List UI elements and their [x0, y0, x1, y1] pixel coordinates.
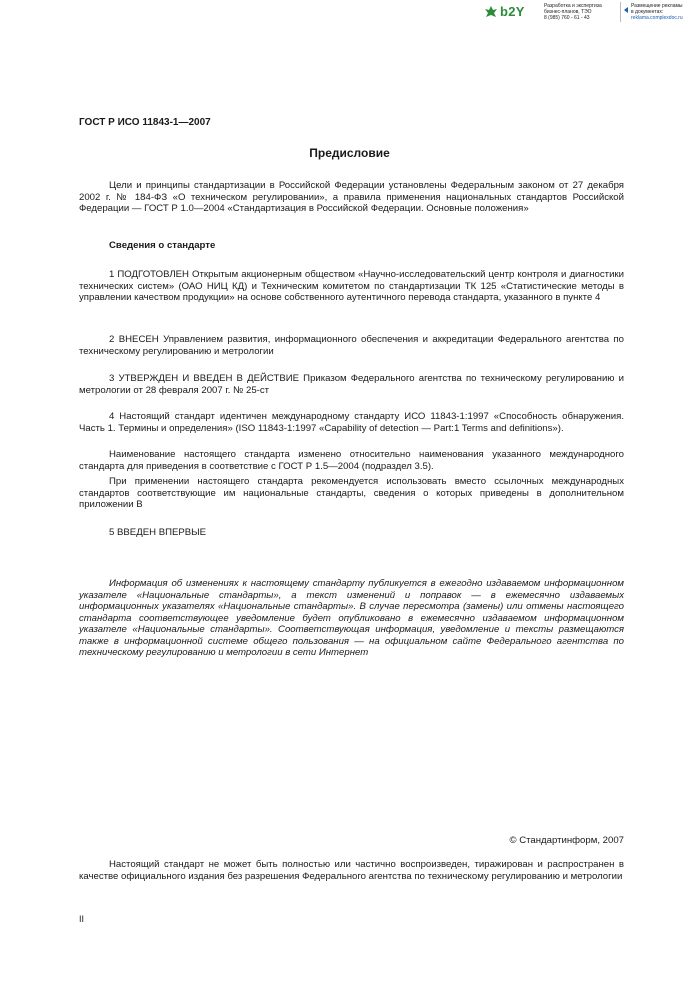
intro-paragraph: Цели и принципы стандартизации в Российской Федерации установлены Федеральным законом от 27 декабря 2002 г. № 184-ФЗ «О техническом регулировании», а правила применения национальных стандартов Российской Федерации — ГОСТ Р 1.0—2004 «Стандартизация в Российской Федерации. Основные положения» [79, 180, 624, 214]
item-3-paragraph: 3 УТВЕРЖДЕН И ВВЕДЕН В ДЕЙСТВИЕ Приказом Федерального агентства по техническому регулированию и метрологии от 28 февраля 2007 г. № 25-ст [79, 373, 624, 396]
ad-link[interactable]: reklama.complexdoc.ru [631, 15, 683, 21]
leaf-icon [484, 5, 498, 19]
ad-placement-block [631, 3, 683, 21]
ad-line: Размещение рекламы [631, 3, 683, 9]
b2y-logo[interactable] [484, 4, 525, 19]
ad-line: бизнес-планов, ТЭО [544, 9, 592, 15]
reproduction-notice: Настоящий стандарт не может быть полностью или частично воспроизведен, тиражирован и распространен в качестве официального издания без разрешения Федерального агентства по техническому регулированию и метрологии [79, 859, 624, 882]
copyright: © Стандартинформ, 2007 [509, 835, 624, 846]
notice-paragraph: Информация об изменениях к настоящему стандарту публикуется в ежегодно издаваемом информационном указателе «Национальные стандарты», а текст изменений и поправок — в ежемесячно издаваемых информационных указателях «Национальные стандарты». В случае пересмотра (замены) или отмены настоящего стандарта соответствующее уведомление будет опубликовано в ежемесячно издаваемом информационном указателе «Национальные стандарты». Соответствующая информация, уведомление и тексты размещаются также в информационной системе общего пользования — на официальном сайте Федерального агентства по техническому регулированию и метрологии в сети Интернет [79, 578, 624, 658]
item-4-name-paragraph: Наименование настоящего стандарта изменено относительно наименования указанного международного стандарта для приведения в соответствие с ГОСТ Р 1.5—2004 (подраздел 3.5). [79, 449, 624, 472]
arrow-left-icon [624, 7, 628, 13]
item-4-refs-paragraph: При применении настоящего стандарта рекомендуется использовать вместо ссылочных международных стандартов соответствующие им национальные стандарты, сведения о которых приведены в дополнительном приложении В [79, 476, 624, 510]
ad-line: Разработка и экспертиза [544, 3, 602, 9]
item-1-paragraph: 1 ПОДГОТОВЛЕН Открытым акционерным обществом «Научно-исследовательский центр контроля и диагностики технических систем» (ОАО НИЦ КД) и Техническим комитетом по стандартизации ТК 125 «Статистические методы в управлении качеством продукции» на основе собственного аутентичного перевода стандарта, указанного в пункте 4 [79, 269, 624, 303]
page-number: II [79, 914, 85, 924]
item-2-paragraph: 2 ВНЕСЕН Управлением развития, информационного обеспечения и аккредитации Федерального агентства по техническому регулированию и метрологии [79, 334, 624, 357]
ad-line: в документах: [631, 9, 664, 15]
logo-brand-text: b2Y [500, 4, 525, 19]
info-heading: Сведения о стандарте [109, 240, 216, 251]
document-code: ГОСТ Р ИСО 11843-1—2007 [79, 117, 211, 128]
ad-contact-block [544, 3, 602, 21]
ad-line: 8 (985) 760 - 61 - 43 [544, 15, 590, 21]
page-title: Предисловие [309, 146, 390, 160]
item-4-paragraph: 4 Настоящий стандарт идентичен международному стандарту ИСО 11843-1:1997 «Способность обнаружения. Часть 1. Термины и определения» (ISO 11843-1:1997 «Capability of detection — Part:1 Terms and definitions»). [79, 411, 624, 434]
item-5-paragraph: 5 ВВЕДЕН ВПЕРВЫЕ [109, 527, 207, 538]
ad-divider [620, 2, 621, 22]
